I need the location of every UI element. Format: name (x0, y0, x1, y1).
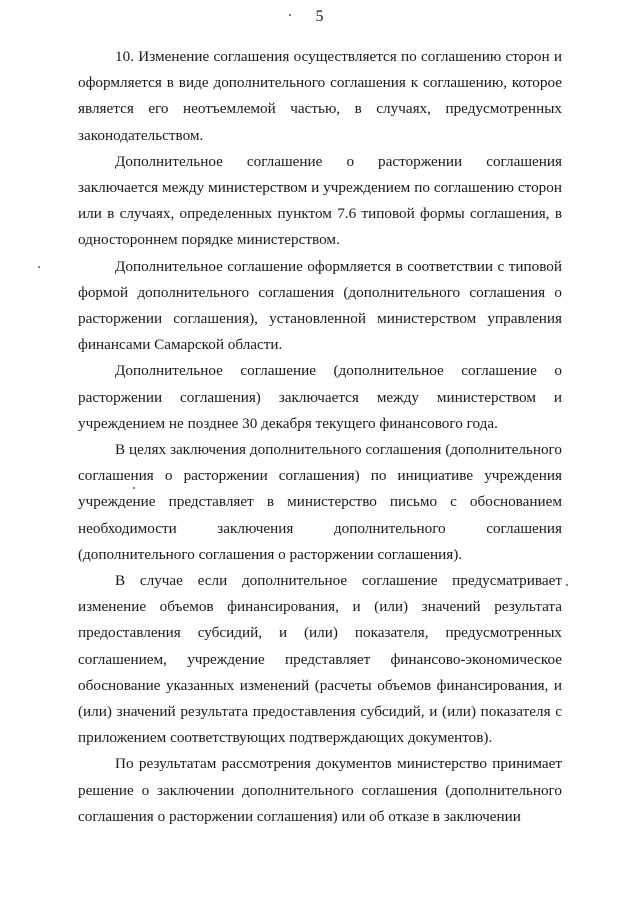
scan-speck (566, 584, 568, 586)
document-body (78, 44, 562, 830)
scan-speck (133, 487, 135, 489)
scan-speck (38, 266, 40, 268)
page-number: 5 (315, 8, 324, 25)
paragraph-decision: По результатам рассмотрения документов министерство принимает решение о заключении дополнительного соглашения (дополнительного соглашения о расторжении соглашения) или об отказе в заключении (78, 755, 562, 825)
paragraph-amendment-procedure: 10. Изменение соглашения осуществляется по соглашению сторон и оформляется в виде дополнительного соглашения к соглашению, которое является его неотъемлемой частью, в случаях, предусмотренных законодательством. (78, 48, 562, 144)
paragraph-deadline: Дополнительное соглашение (дополнительное соглашение о расторжении соглашения) заключается между министерством и учреждением не позднее 30 декабря текущего финансового года. (78, 362, 562, 432)
scan-speck (289, 14, 291, 16)
paragraph-termination-agreement: Дополнительное соглашение о расторжении соглашения заключается между министерством и учреждением по соглашению сторон или в случаях, определенных пунктом 7.6 типовой формы соглашения, в одностороннем порядке министерством. (78, 152, 562, 249)
paragraph-initiative-letter: В целях заключения дополнительного соглашения (дополнительного соглашения о расторжении соглашения) по инициативе учреждения учреждение представляет в министерство письмо с обоснованием необходимости заключения дополнительного соглашения (дополнительного соглашения о расторжении соглашения). (78, 441, 562, 563)
paragraph-financial-justification: В случае если дополнительное соглашение предусматривает изменение объемов финансирования, и (или) значений результата предоставления субсидий, и (или) показателя, предусмотренных соглашением, учреждение представляет финансово-экономическое обоснование указанных изменений (расчеты объемов финансирования, и (или) значений результата предоставления субсидий, и (или) показателя с приложением соответствующих подтверждающих документов). (78, 572, 562, 747)
paragraph-standard-form: Дополнительное соглашение оформляется в соответствии с типовой формой дополнительного соглашения (дополнительного соглашения о расторжении соглашения), установленной министерством управления финансами Самарской области. (78, 257, 562, 354)
